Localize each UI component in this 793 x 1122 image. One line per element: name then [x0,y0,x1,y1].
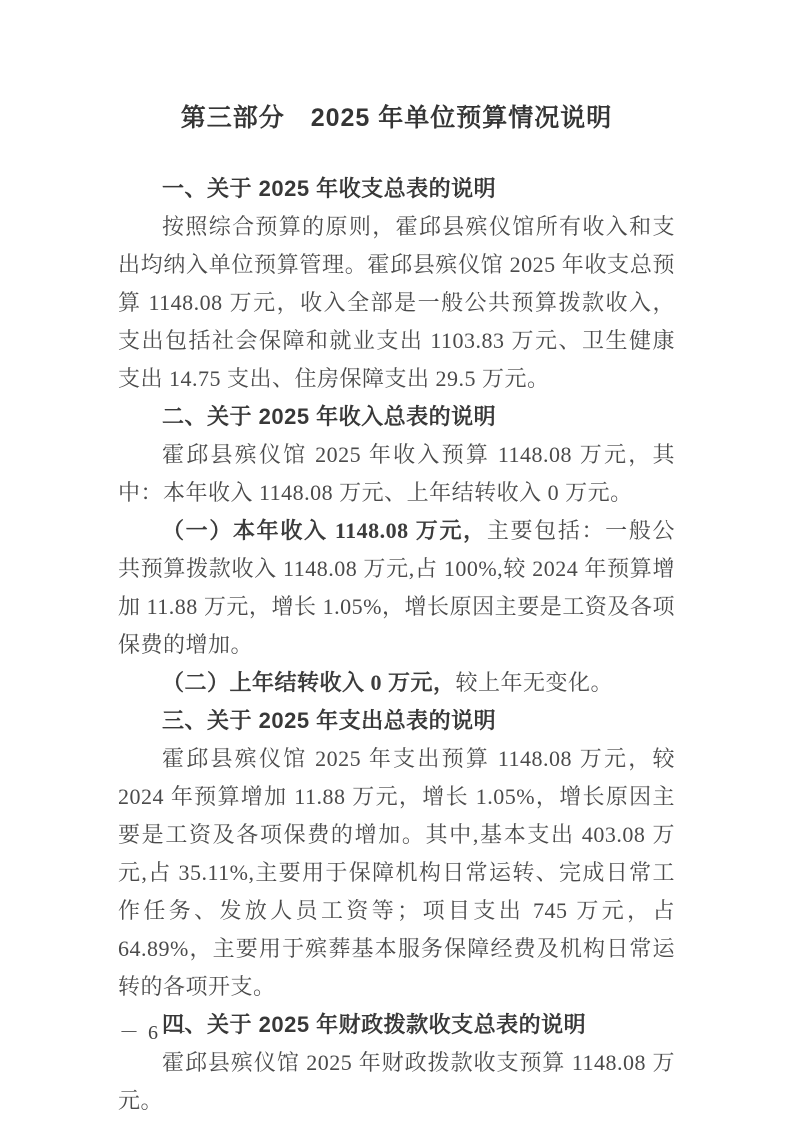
section-2-paragraph: 霍邱县殡仪馆 2025 年收入预算 1148.08 万元，其中：本年收入 1148.08 万元、上年结转收入 0 万元。 [118,442,675,505]
section-2-heading: 二、关于 2025 年收入总表的说明 [162,404,497,429]
document-body [118,170,675,1120]
subitem-2-lead: （二）上年结转收入 0 万元， [162,670,456,695]
document-title: 第三部分 2025 年单位预算情况说明 [180,104,613,132]
section-2-subitem-1 [118,512,675,664]
section-2-subitem-2 [118,664,675,702]
section-1-heading: 一、关于 2025 年收支总表的说明 [162,176,497,201]
subitem-1-lead: （一）本年收入 1148.08 万元， [162,518,487,543]
section-3-heading: 三、关于 2025 年支出总表的说明 [162,708,497,733]
section-1-paragraph: 按照综合预算的原则，霍邱县殡仪馆所有收入和支出均纳入单位预算管理。霍邱县殡仪馆 2025 年收支总预算 1148.08 万元，收入全部是一般公共预算拨款收入，支出包括社会保障和就业支出 1103.83 万元、卫生健康支出 14.75 支出、住房保障支出 29.5 万元。 [118,214,675,391]
section-4-paragraph: 霍邱县殡仪馆 2025 年财政拨款收支预算 1148.08 万元。 [118,1050,675,1113]
section-4-heading: 四、关于 2025 年财政拨款收支总表的说明 [162,1012,587,1037]
subitem-2-rest: 较上年无变化。 [455,670,614,695]
page-number: － 6 － [119,1022,189,1044]
section-3-paragraph: 霍邱县殡仪馆 2025 年支出预算 1148.08 万元，较 2024 年预算增加 11.88 万元，增长 1.05%，增长原因主要是工资及各项保费的增加。其中,基本支出 403.08 万元,占 35.11%,主要用于保障机构日常运转、完成日常工作任务、发放人员工资等；项目支出 745 万元，占 64.89%，主要用于殡葬基本服务保障经费及机构日常运转的各项开支。 [118,746,675,999]
subitem-1-rest: 主要包括：一般公共预算拨款收入 1148.08 万元,占 100%,较 2024 年预算增加 11.88 万元，增长 1.05%，增长原因主要是工资及各项保费的增加。 [118,518,675,657]
